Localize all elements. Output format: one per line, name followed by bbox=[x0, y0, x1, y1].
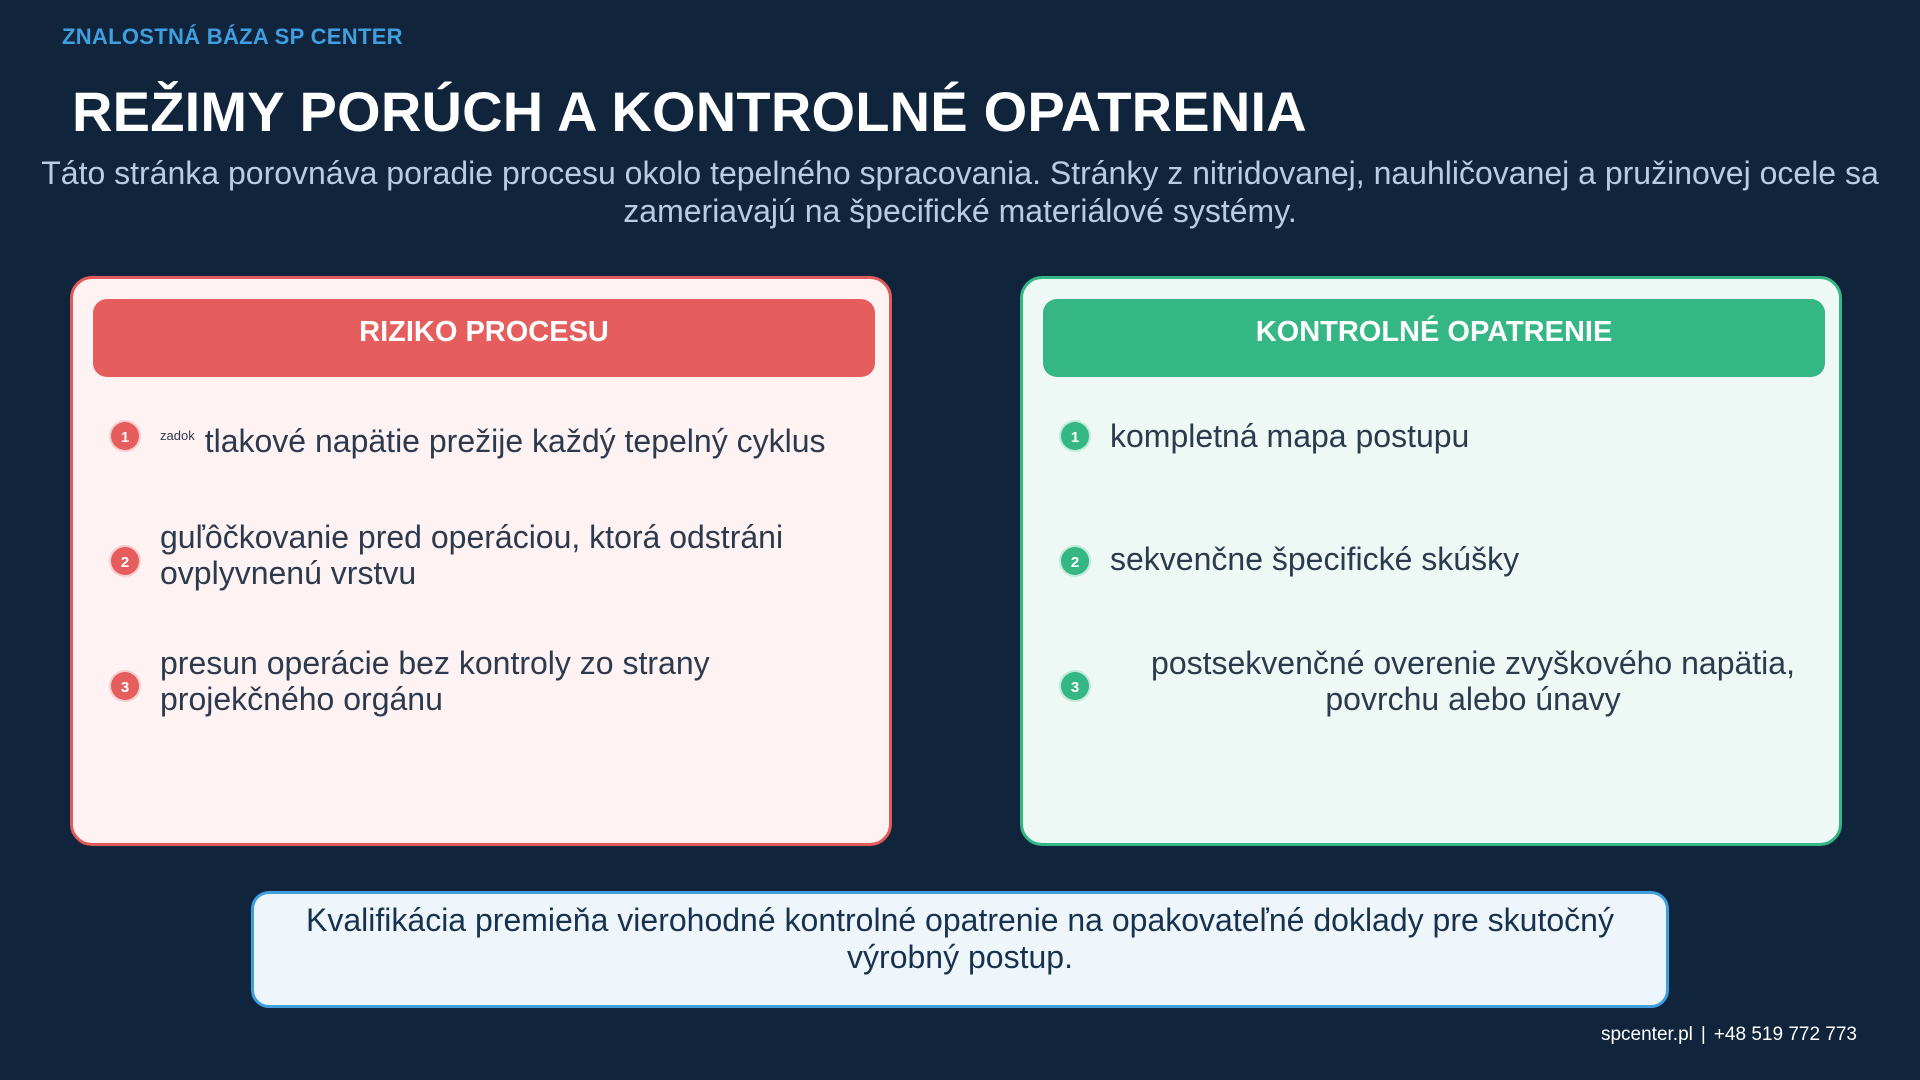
risk-item-text: presun operácie bez kontroly zo strany projekčného orgánu bbox=[160, 645, 710, 717]
number-badge: 3 bbox=[1059, 670, 1091, 702]
risk-item-2 bbox=[73, 519, 895, 619]
control-measure-heading: KONTROLNÉ OPATRENIE bbox=[1043, 299, 1825, 377]
control-item-text: kompletná mapa postupu bbox=[1110, 418, 1470, 454]
footer-separator: | bbox=[1700, 1024, 1706, 1045]
risk-item-label: tlakové napätie prežije každý tepelný cyklus bbox=[204, 423, 826, 459]
footer-phone: +48 519 772 773 bbox=[1713, 1024, 1857, 1045]
number-badge: 1 bbox=[1059, 420, 1091, 452]
number-badge: 2 bbox=[1059, 545, 1091, 577]
risk-item-1 bbox=[73, 394, 895, 494]
brand-kicker: ZNALOSTNÁ BÁZA SP CENTER bbox=[62, 24, 403, 49]
footer-contact bbox=[1601, 1024, 1857, 1046]
number-badge: 1 bbox=[109, 420, 141, 452]
risk-item-prefix: zadok bbox=[160, 428, 195, 443]
risk-item-text bbox=[160, 418, 860, 459]
control-measure-panel bbox=[1020, 276, 1842, 846]
number-badge: 2 bbox=[109, 545, 141, 577]
process-risk-heading: RIZIKO PROCESU bbox=[93, 299, 875, 377]
number-badge: 3 bbox=[109, 670, 141, 702]
control-item-2 bbox=[1023, 519, 1845, 619]
footer-website: spcenter.pl bbox=[1600, 1024, 1693, 1045]
control-item-text: postsekvenčné overenie zvyškového napätia, povrchu alebo únavy bbox=[1151, 645, 1795, 717]
risk-item-3 bbox=[73, 645, 895, 745]
process-risk-panel bbox=[70, 276, 892, 846]
control-item-1 bbox=[1023, 394, 1845, 494]
control-item-text: sekvenčne špecifické skúšky bbox=[1110, 541, 1520, 577]
control-item-3 bbox=[1023, 645, 1845, 745]
qualification-callout: Kvalifikácia premieňa vierohodné kontrolné opatrenie na opakovateľné doklady pre skutočný výrobný postup. bbox=[251, 891, 1669, 1008]
page-title: REŽIMY PORÚCH A KONTROLNÉ OPATRENIA bbox=[72, 80, 1307, 143]
risk-item-text: guľôčkovanie pred operáciou, ktorá odstráni ovplyvnenú vrstvu bbox=[160, 519, 784, 591]
page-subtitle: Táto stránka porovnáva poradie procesu okolo tepelného spracovania. Stránky z nitridovanej, nauhličovanej a pružinovej ocele sa zameriavajú na špecifické materiálové systémy. bbox=[41, 155, 1879, 229]
